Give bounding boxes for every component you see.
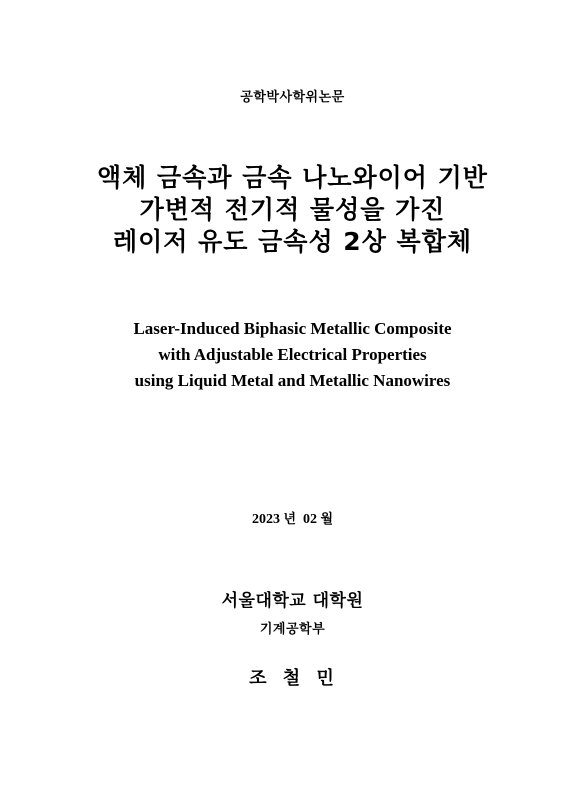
english-title-line-3: using Liquid Metal and Metallic Nanowires [134,371,451,390]
korean-title-line-3: 레이저 유도 금속성 2상 복합체 [112,227,472,256]
author-name: 조 철 민 [249,668,336,689]
department-name: 기계공학부 [259,622,326,637]
english-title-line-2: with Adjustable Electrical Properties [158,345,427,364]
korean-title [0,162,585,258]
date-year-unit: 년 [283,512,296,527]
degree-type: 공학박사학위논문 [240,90,345,105]
date-month: 02 [303,512,317,527]
korean-title-line-2: 가변적 전기적 물성을 가진 [139,195,446,224]
date-month-unit: 월 [320,512,334,527]
university-name: 서울대학교 대학원 [221,591,364,611]
date-year: 2023 [251,512,280,527]
submission-date [0,508,585,528]
english-title-line-1: Laser-Induced Biphasic Metallic Composite [133,319,452,338]
korean-title-line-1: 액체 금속과 금속 나노와이어 기반 [97,163,488,192]
english-title [0,316,585,394]
